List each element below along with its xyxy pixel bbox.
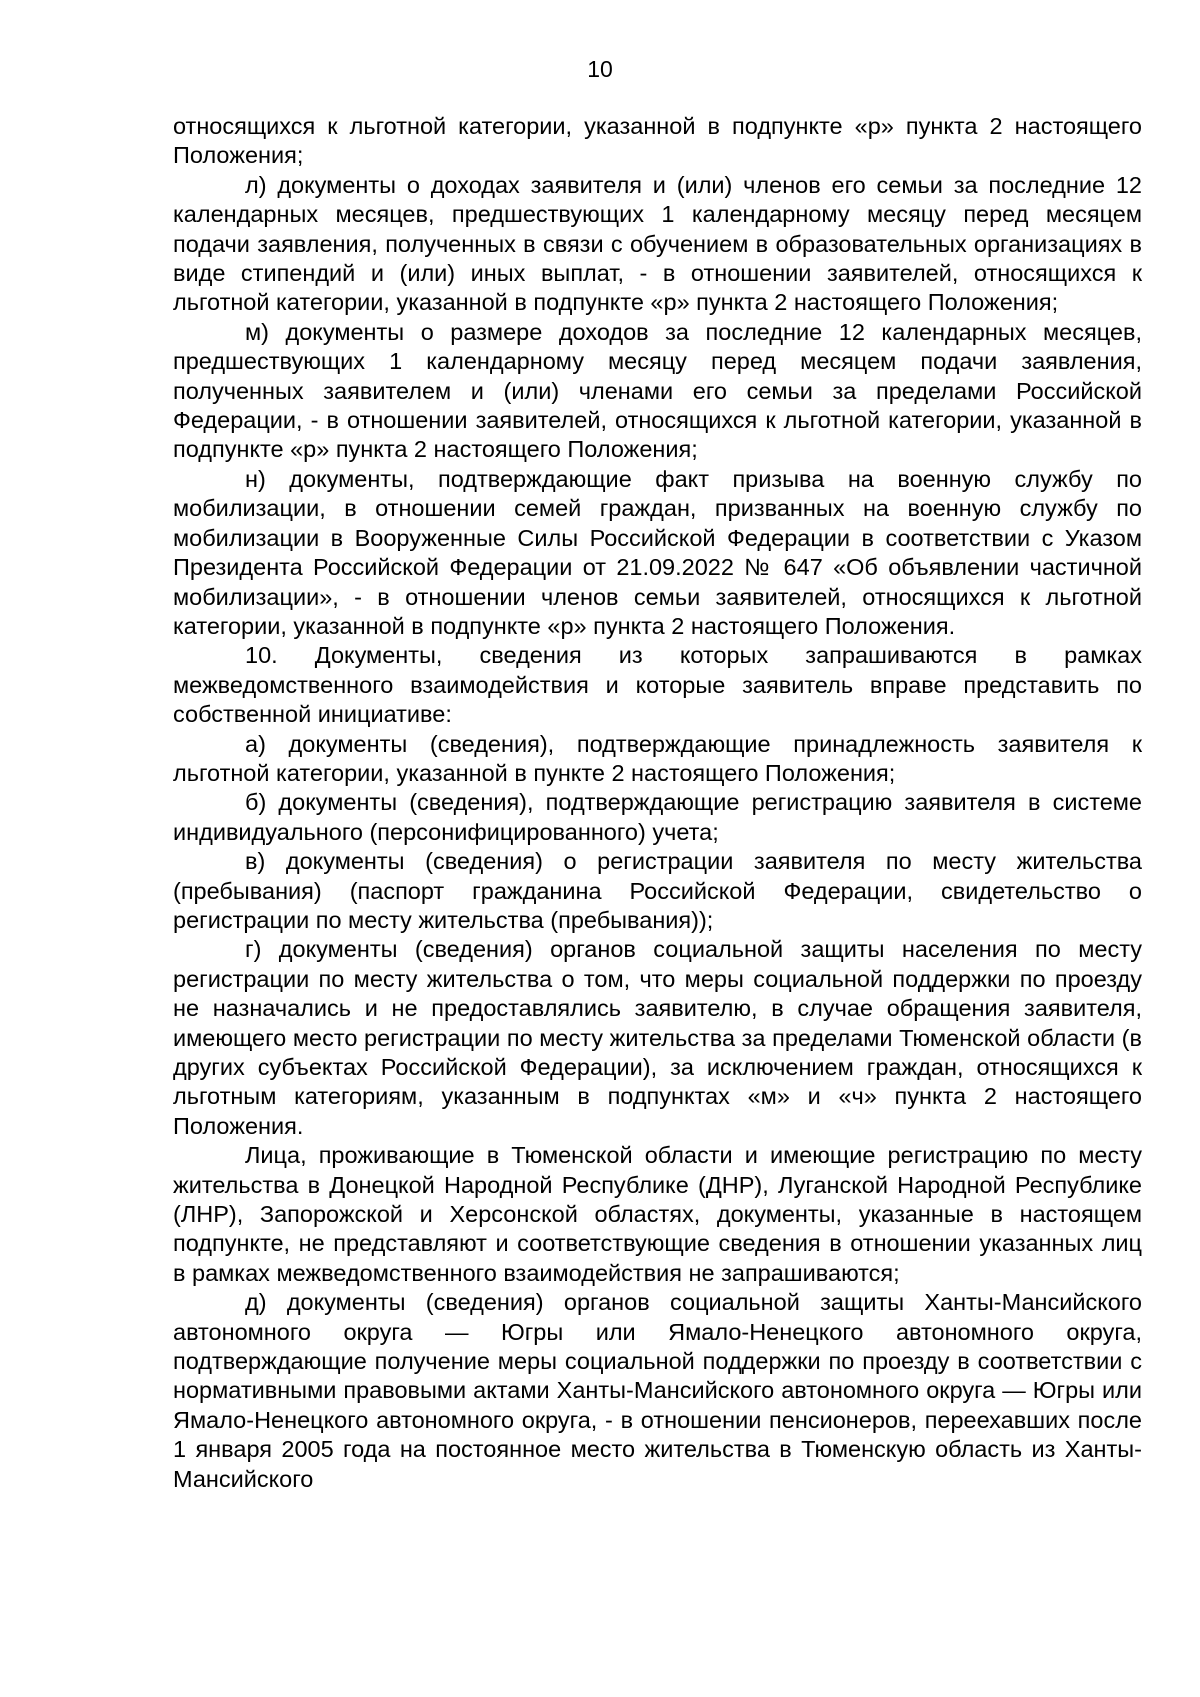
paragraph: Лица, проживающие в Тюменской области и имеющие регистрацию по месту жительства в Донецкой Народной Республике (ДНР), Луганской Народной Республике (ЛНР), Запорожской и Херсонской областях, документы, указанные в настоящем подпункте, не представляют и соответствующие сведения в отношении указанных лиц в рамках межведомственного взаимодействия не запрашиваются;: [173, 1142, 1142, 1286]
paragraph: в) документы (сведения) о регистрации заявителя по месту жительства (пребывания) (паспорт гражданина Российской Федерации, свидетельство о регистрации по месту жительства (пребывания));: [173, 848, 1142, 933]
paragraph: д) документы (сведения) органов социальной защиты Ханты-Мансийского автономного округа — Югры или Ямало-Ненецкого автономного округа, подтверждающие получение меры социальной поддержки по проезду в соответствии с нормативными правовыми актами Ханты-Мансийского автономного округа — Югры или Ямало-Ненецкого автономного округа, - в отношении пенсионеров, переехавших после 1 января 2005 года на постоянное место жительства в Тюменскую область из Ханты-Мансийского: [173, 1289, 1142, 1492]
paragraph: г) документы (сведения) органов социальной защиты населения по месту регистрации по месту жительства о том, что меры социальной поддержки по проезду не назначались и не предоставлялись заявителю, в случае обращения заявителя, имеющего место регистрации по месту жительства за пределами Тюменской области (в других субъектах Российской Федерации), за исключением граждан, относящихся к льготным категориям, указанным в подпунктах «м» и «ч» пункта 2 настоящего Положения.: [173, 936, 1142, 1139]
page-number: 10: [587, 56, 613, 82]
paragraph: а) документы (сведения), подтверждающие принадлежность заявителя к льготной категории, указанной в пункте 2 настоящего Положения;: [173, 730, 1142, 786]
document-body: [173, 112, 1142, 1494]
paragraph: 10. Документы, сведения из которых запрашиваются в рамках межведомственного взаимодействия и которые заявитель вправе представить по собственной инициативе:: [173, 642, 1142, 728]
paragraph: относящихся к льготной категории, указанной в подпункте «р» пункта 2 настоящего Положения;: [173, 113, 1142, 169]
paragraph: л) документы о доходах заявителя и (или) членов его семьи за последние 12 календарных месяцев, предшествующих 1 календарному месяцу перед месяцем подачи заявления, полученных в связи с обучением в образовательных организациях в виде стипендий и (или) иных выплат, - в отношении заявителей, относящихся к льготной категории, указанной в подпункте «р» пункта 2 настоящего Положения;: [173, 171, 1142, 316]
paragraph: б) документы (сведения), подтверждающие регистрацию заявителя в системе индивидуального (персонифицированного) учета;: [173, 789, 1142, 845]
paragraph: н) документы, подтверждающие факт призыва на военную службу по мобилизации, в отношении семей граждан, призванных на военную службу по мобилизации в Вооруженные Силы Российской Федерации в соответствии с Указом Президента Российской Федерации от 21.09.2022 № 647 «Об объявлении частичной мобилизации», - в отношении членов семьи заявителей, относящихся к льготной категории, указанной в подпункте «р» пункта 2 настоящего Положения.: [173, 465, 1142, 639]
paragraph: м) документы о размере доходов за последние 12 календарных месяцев, предшествующих 1 календарному месяцу перед месяцем подачи заявления, полученных заявителем и (или) членами его семьи за пределами Российской Федерации, - в отношении заявителей, относящихся к льготной категории, указанной в подпункте «р» пункта 2 настоящего Положения;: [173, 318, 1142, 463]
